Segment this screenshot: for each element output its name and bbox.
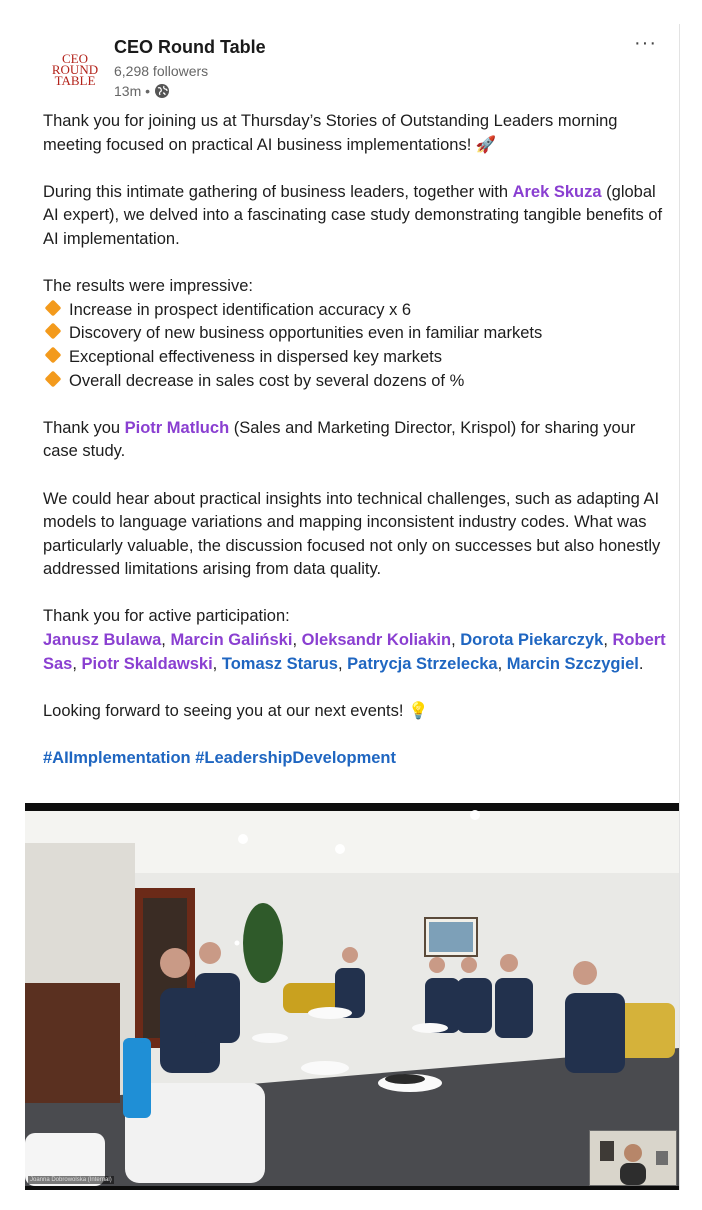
more-options-icon[interactable]: ··· [634, 32, 657, 54]
separator: , [338, 654, 348, 673]
logo-line-1: CEO [62, 51, 88, 66]
results-bullet-2 [43, 322, 673, 346]
paragraph-results [43, 275, 673, 393]
card-border [679, 24, 680, 1190]
intro-line-2: meeting focused on practical AI business implementations! 🚀 [43, 135, 497, 154]
post-body [43, 110, 673, 794]
meeting-room-photo [25, 803, 679, 1190]
mention-patrycja-strzelecka[interactable]: Patrycja Strzelecka [347, 654, 498, 673]
mention-janusz-bulawa[interactable]: Janusz Bulawa [43, 631, 162, 650]
mention-tomasz-starus[interactable]: Tomasz Starus [221, 654, 338, 673]
post-header [25, 32, 679, 112]
mention-dorota-piekarczyk[interactable]: Dorota Piekarczyk [460, 631, 604, 650]
separator: , [451, 631, 461, 650]
mention-oleksandr-koliakin[interactable]: Oleksandr Koliakin [301, 631, 452, 650]
post-photo[interactable] [25, 803, 679, 1190]
orange-diamond-bullet [45, 299, 62, 316]
mention-marcin-szczygiel[interactable]: Marcin Szczygiel [506, 654, 639, 673]
paragraph-gathering [43, 181, 673, 252]
mention-piotr-matluch[interactable]: Piotr Matluch [124, 418, 230, 437]
post-time: 13m • [114, 83, 151, 99]
logo-line-2: ROUND [51, 62, 99, 77]
gathering-text-a: During this intimate gathering of business leaders, together with [43, 182, 513, 201]
bullet-text: Overall decrease in sales cost by several dozens of % [69, 371, 465, 390]
paragraph-insights: We could hear about practical insights into technical challenges, such as adapting AI models to language variations and mapping inconsistent industry codes. What was particularly valuable, the discussion focused not only on successes but also honestly addressed limitations arising from data quality. [43, 489, 661, 579]
participants-list [43, 631, 666, 673]
post-meta [114, 83, 170, 99]
separator: , [603, 631, 613, 650]
orange-diamond-bullet [45, 370, 62, 387]
separator: , [292, 631, 302, 650]
results-bullet-3 [43, 346, 673, 370]
separator: , [212, 654, 222, 673]
separator: , [161, 631, 171, 650]
video-participant-thumbnail[interactable] [589, 1130, 677, 1186]
thanks-text-a: Thank you [43, 418, 125, 437]
mention-arek-skuza[interactable]: Arek Skuza [512, 182, 602, 201]
hashtag-links[interactable]: #AIImplementation #LeadershipDevelopment [43, 749, 397, 768]
bullet-text: Increase in prospect identification accuracy x 6 [69, 300, 412, 319]
paragraph-intro [43, 110, 673, 157]
globe-icon [154, 83, 170, 99]
company-name[interactable]: CEO Round Table [114, 37, 266, 57]
separator: , [497, 654, 507, 673]
list-end: . [638, 654, 644, 673]
mention-marcin-galinski[interactable]: Marcin Galiński [170, 631, 293, 650]
logo-line-3: TABLE [54, 73, 96, 88]
orange-diamond-bullet [45, 323, 62, 340]
orange-diamond-bullet [45, 346, 62, 363]
followers-count: 6,298 followers [114, 63, 209, 79]
mention-robert-sas[interactable]: Robert Sas [43, 631, 666, 673]
bullet-text: Discovery of new business opportunities even in familiar markets [69, 324, 543, 343]
paragraph-thanks-speaker [43, 417, 673, 464]
paragraph-closing: Looking forward to seeing you at our next events! 💡 [43, 701, 429, 720]
bullet-text: Exceptional effectiveness in dispersed key markets [69, 347, 442, 366]
participant-video-icon [590, 1131, 676, 1185]
results-bullet-4 [43, 370, 673, 394]
paragraph-participants [43, 605, 673, 676]
gathering-text-b: (global AI expert), we delved into a fascinating case study demonstrating tangible benefits of AI implementation. [43, 182, 663, 248]
post-card [25, 24, 679, 1190]
hashtags [43, 747, 673, 771]
mention-piotr-skaldawski[interactable]: Piotr Skaldawski [81, 654, 213, 673]
results-intro: The results were impressive: [43, 277, 253, 296]
participants-intro: Thank you for active participation: [43, 607, 290, 626]
results-bullet-1 [43, 299, 673, 323]
video-caption: Joanna Dobrowolska (Internal) [30, 1177, 112, 1183]
intro-line-1: Thank you for joining us at Thursday’s Stories of Outstanding Leaders morning [43, 112, 618, 130]
thanks-text-b: (Sales and Marketing Director, Krispol) for sharing your case study. [43, 418, 636, 461]
company-logo[interactable] [47, 53, 103, 89]
separator: , [72, 654, 82, 673]
